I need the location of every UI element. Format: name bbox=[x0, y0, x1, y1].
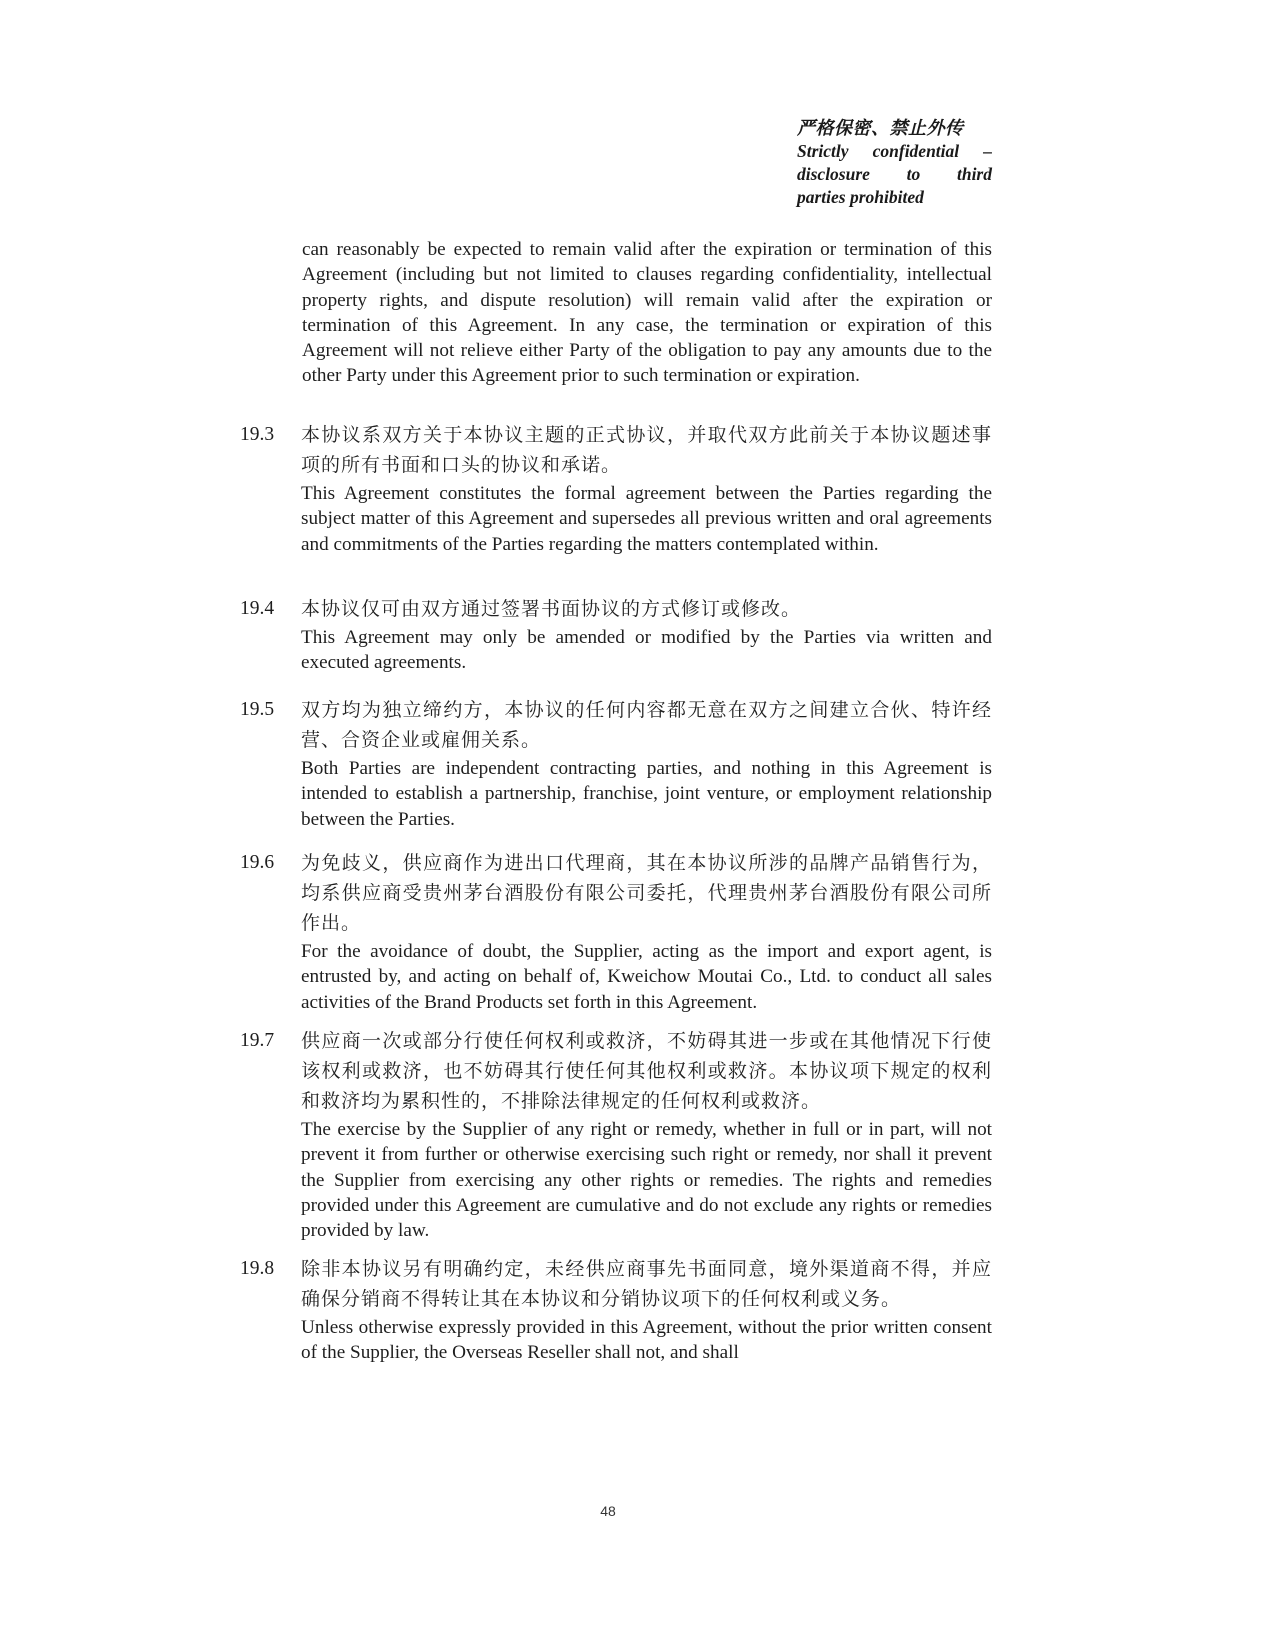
confidentiality-en bbox=[797, 140, 992, 209]
confidentiality-cn: 严格保密、禁止外传 bbox=[797, 118, 964, 139]
clause-text-cn: 本协议系双方关于本协议主题的正式协议，并取代双方此前关于本协议题述事项的所有书面和口头的协议和承诺。 bbox=[301, 424, 992, 476]
clause-text-en: Both Parties are independent contracting parties, and nothing in this Agreement is intended to establish a partnership, franchise, joint venture, or employment relationship between the Parties. bbox=[301, 758, 992, 830]
clause-text-en: This Agreement constitutes the formal agreement between the Parties regarding the subject matter of this Agreement and supersedes all previous written and oral agreements and commitments of the Parties regarding the matters contemplated within. bbox=[301, 483, 992, 555]
clause-text-en: Unless otherwise expressly provided in this Agreement, without the prior written consent of the Supplier, the Overseas Reseller shall not, and shall bbox=[301, 1317, 992, 1364]
clause-19-6 bbox=[240, 848, 992, 1015]
clause-text-en: For the avoidance of doubt, the Supplier, acting as the import and export agent, is entrusted by, and acting on behalf of, Kweichow Moutai Co., Ltd. to conduct all sales activities of the Brand Products set forth in this Agreement. bbox=[301, 941, 992, 1013]
page-number: 48 bbox=[600, 1503, 616, 1519]
clause-number: 19.7 bbox=[240, 1030, 275, 1051]
confidentiality-en-line: parties prohibited bbox=[797, 187, 924, 207]
continuation-paragraph: can reasonably be expected to remain valid after the expiration or termination of this Agreement (including but not limited to clauses regarding confidentiality, intellectual property rights, and dispute resolution) will remain valid after the expiration or termination of this Agreement. In any case, the termination or expiration of this Agreement will not relieve either Party of the obligation to pay any amounts due to the other Party under this Agreement prior to such termination or expiration. bbox=[302, 239, 992, 387]
clause-19-3 bbox=[240, 420, 992, 557]
clause-text-en: This Agreement may only be amended or modified by the Parties via written and executed agreements. bbox=[301, 627, 992, 674]
clause-text-en: The exercise by the Supplier of any right or remedy, whether in full or in part, will not prevent it from further or otherwise exercising such right or remedy, nor shall it prevent the Supplier from exercising any other rights or remedies. The rights and remedies provided under this Agreement are cumulative and do not exclude any rights or remedies provided by law. bbox=[301, 1119, 992, 1242]
clause-number: 19.8 bbox=[240, 1258, 275, 1279]
clause-number: 19.5 bbox=[240, 699, 275, 720]
clause-number: 19.3 bbox=[240, 424, 275, 445]
clause-text-cn: 除非本协议另有明确约定，未经供应商事先书面同意，境外渠道商不得，并应确保分销商不得转让其在本协议和分销协议项下的任何权利或义务。 bbox=[301, 1258, 992, 1310]
clause-text-cn: 双方均为独立缔约方，本协议的任何内容都无意在双方之间建立合伙、特许经营、合资企业或雇佣关系。 bbox=[301, 699, 992, 751]
clause-19-4 bbox=[240, 594, 992, 676]
clause-19-5 bbox=[240, 695, 992, 832]
clause-text-cn: 为免歧义，供应商作为进出口代理商，其在本协议所涉的品牌产品销售行为，均系供应商受贵州茅台酒股份有限公司委托，代理贵州茅台酒股份有限公司所作出。 bbox=[301, 852, 992, 934]
confidentiality-header bbox=[797, 117, 992, 209]
clause-19-8 bbox=[240, 1254, 992, 1366]
clause-text-cn: 本协议仅可由双方通过签署书面协议的方式修订或修改。 bbox=[301, 598, 802, 620]
clause-text-cn: 供应商一次或部分行使任何权利或救济，不妨碍其进一步或在其他情况下行使该权利或救济，也不妨碍其行使任何其他权利或救济。本协议项下规定的权利和救济均为累积性的，不排除法律规定的任何权利或救济。 bbox=[301, 1030, 992, 1112]
clause-number: 19.6 bbox=[240, 852, 275, 873]
confidentiality-en-line: disclosure to third bbox=[797, 164, 992, 184]
clause-number: 19.4 bbox=[240, 598, 275, 619]
confidentiality-en-line: Strictly confidential – bbox=[797, 141, 992, 161]
clause-19-7 bbox=[240, 1026, 992, 1243]
